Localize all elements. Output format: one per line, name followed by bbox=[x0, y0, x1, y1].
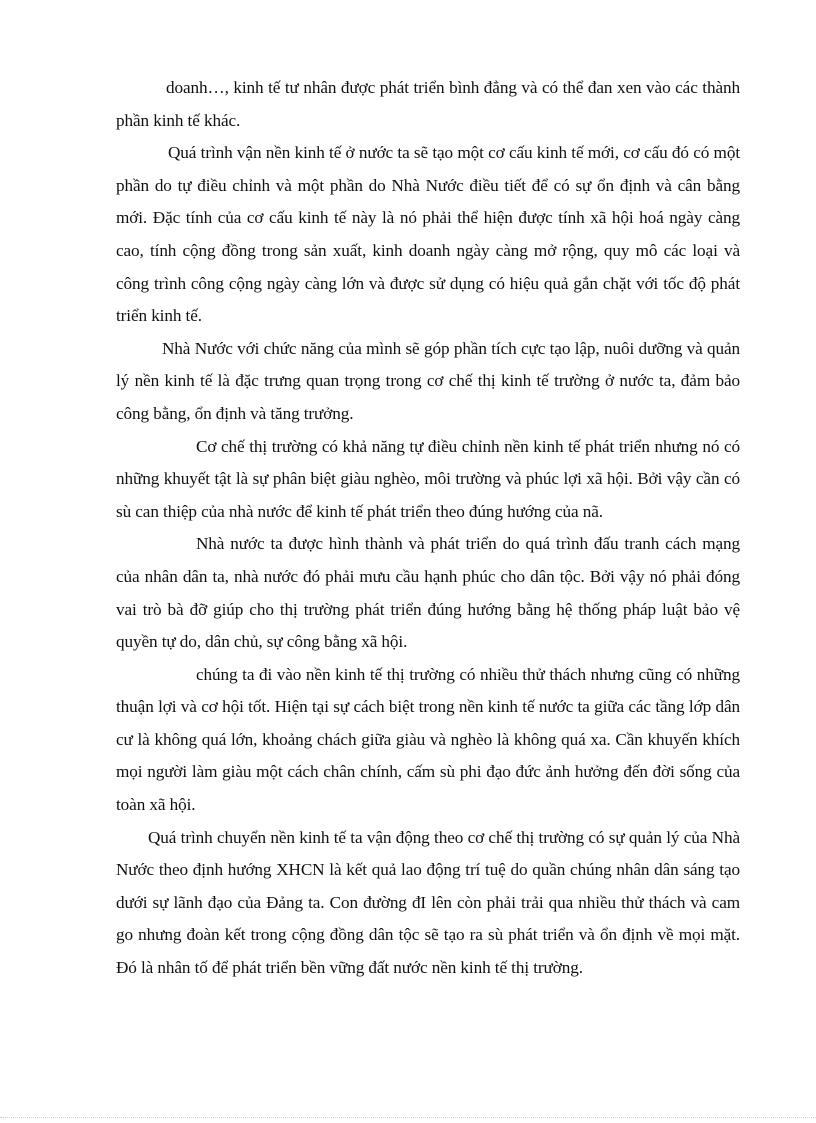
page-bottom-border bbox=[0, 1117, 816, 1118]
paragraph-6: chúng ta đi vào nền kinh tế thị trường có nhiều thử thách nhưng cũng có những thuận lợi và cơ hội tốt. Hiện tại sự cách biệt trong nền kinh tế nước ta giữa các tầng lớp dân cư là không quá lớn, khoảng chách giữa giàu và nghèo là không quá xa. Cần khuyến khích mọi người làm giàu một cách chân chính, cấm sù phi đạo đức ảnh hưởng đến đời sống của toàn xã hội. bbox=[116, 664, 740, 815]
paragraph-3: Nhà Nước với chức năng của mình sẽ góp phần tích cực tạo lập, nuôi dưỡng và quản lý nền kinh tế là đặc trưng quan trọng trong cơ chế thị kinh tế trường ở nước ta, đảm bảo công bằng, ổn định và tăng trưởng. bbox=[116, 338, 740, 423]
body-text bbox=[116, 72, 740, 985]
paragraph-1: doanh…, kinh tế tư nhân được phát triển bình đẳng và có thể đan xen vào các thành phần kinh tế khác. bbox=[116, 78, 740, 130]
paragraph-7: Quá trình chuyển nền kinh tế ta vận động theo cơ chế thị trường có sự quản lý của Nhà Nước theo định hướng XHCN là kết quả lao động trí tuệ do quần chúng nhân dân sáng tạo dưới sự lãnh đạo của Đảng ta. Con đường đI lên còn phải trải qua nhiều thử thách và cam go nhưng đoàn kết trong cộng đồng dân tộc sẽ tạo ra sù phát triển và ổn định về mọi mặt. Đó là nhân tố để phát triển bền vững đất nước nền kinh tế thị trường. bbox=[116, 827, 740, 978]
paragraph-2: Quá trình vận nền kinh tế ở nước ta sẽ tạo một cơ cấu kinh tế mới, cơ cấu đó có một phần do tự điều chỉnh và một phần do Nhà Nước điều tiết để có sự ổn định và cân bằng mới. Đặc tính của cơ cấu kinh tế này là nó phải thể hiện được tính xã hội hoá ngày càng cao, tính cộng đồng trong sản xuất, kinh doanh ngày càng mở rộng, quy mô các loại và công trình công cộng ngày càng lớn và được sử dụng có hiệu quả gắn chặt với tốc độ phát triển kinh tế. bbox=[116, 143, 740, 326]
paragraph-5: Nhà nước ta được hình thành và phát triển do quá trình đấu tranh cách mạng của nhân dân ta, nhà nước đó phải mưu cầu hạnh phúc cho dân tộc. Bởi vậy nó phải đóng vai trò bà đỡ giúp cho thị trường phát triển đúng hướng bằng hệ thống pháp luật bảo vệ quyền tự do, dân chủ, sự công bằng xã hội. bbox=[116, 534, 740, 652]
paragraph-4: Cơ chế thị trường có khả năng tự điều chỉnh nền kinh tế phát triển nhưng nó có những khuyết tật là sự phân biệt giàu nghèo, môi trường và phúc lợi xã hội. Bởi vậy cần có sù can thiệp của nhà nước để kinh tế phát triển theo đúng hướng của nã. bbox=[116, 436, 740, 521]
